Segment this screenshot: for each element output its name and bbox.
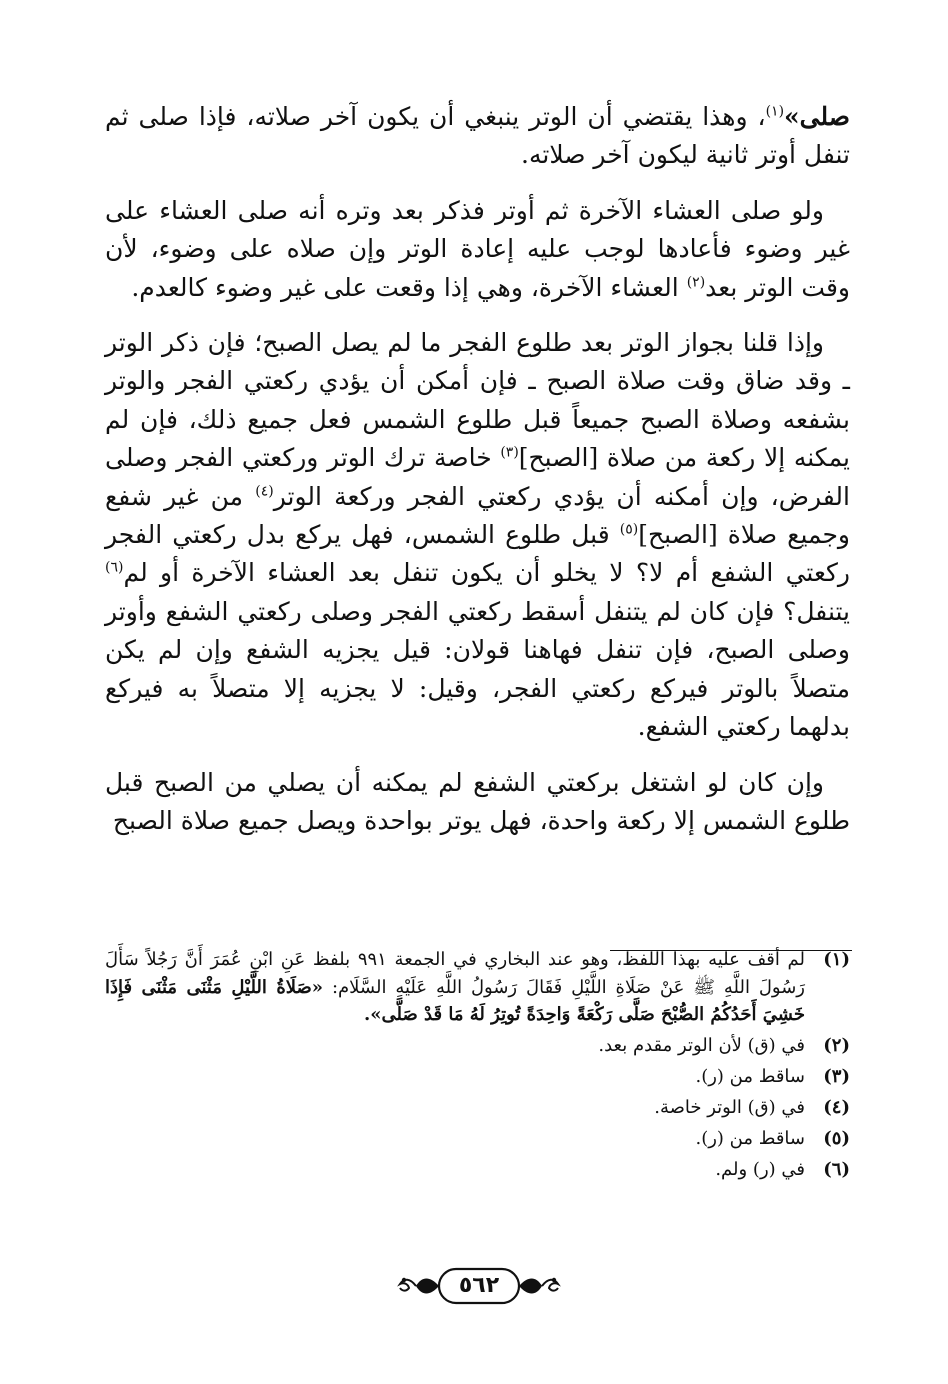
page-number-ornament <box>394 1264 564 1308</box>
paragraph-3-text-b: خاصة ترك الوتر وركعتي الفجر وصلى الفرض، وإن أمكنه أن يؤدي ركعتي الفجر وركعة الوتر <box>105 443 850 511</box>
paragraph-3-text-c: من غير شفع وجميع صلاة [الصبح] <box>105 481 851 550</box>
paragraph-3 <box>105 324 850 746</box>
main-text <box>105 98 850 857</box>
footnote-ref-1: (١) <box>765 103 785 120</box>
footnote-ref-2: (٢) <box>686 274 706 291</box>
paragraph-2-text-b: العشاء الآخرة، وهي إذا وقعت على غير وضوء كالعدم. <box>131 272 687 302</box>
footnote-1 <box>105 946 850 1029</box>
footnote-text <box>105 946 805 1029</box>
footnote-number: (٤) <box>823 1097 850 1119</box>
footnote-number: (٥) <box>823 1128 850 1150</box>
footnote-ref-5: (٥) <box>619 521 639 538</box>
paragraph-3-text-a: وإذا قلنا بجواز الوتر بعد طلوع الفجر ما لم يصل الصبح؛ فإن ذكر الوتر ـ وقد ضاق وقت صلاة الصبح ـ فإن أمكن أن يؤدي ركعتي الفجر والوتر بشفعه وصلاة الصبح جميعاً قبل طلوع الشمس فعل جميع ذلك، فإن لم يمكنه إلا ركعة من صلاة [الصبح] <box>105 328 850 473</box>
paragraph-3-text-e: يتنفل؟ فإن كان لم يتنفل أسقط ركعتي الفجر وصلى ركعتي الشفع وأوتر وصلى الصبح، فإن تنفل فهاهنا قولان: قيل يجزيه الشفع وإن لم يكن متصلاً بالوتر فيركع ركعتي الفجر، وقيل: لا يجزيه إلا متصلاً به فيركع بدلهما ركعتي الشفع. <box>105 596 850 742</box>
footnote-text: ساقط من (ر). <box>695 1128 805 1150</box>
paragraph-2 <box>105 192 850 307</box>
footnote-text: في (ر) ولم. <box>715 1159 805 1181</box>
footnote-3 <box>105 1063 850 1091</box>
footnote-5 <box>105 1125 850 1153</box>
footnote-4 <box>105 1094 850 1122</box>
paragraph-1 <box>105 98 850 175</box>
footnote-text: ساقط من (ر). <box>695 1066 805 1088</box>
footnote-1-text-a: لم أقف عليه بهذا اللفظ، وهو عند البخاري في الجمعة ٩٩١ بلفظ عَنِ ابْنِ عُمَرَ أَنَّ رَجُلاً سَأَلَ رَسُولَ اللَّهِ ﷺ عَنْ صَلَاةِ اللَّيْلِ فَقَالَ رَسُولُ اللَّهِ عَلَيْهِ السَّلَام: <box>105 949 805 998</box>
footnote-ref-4: (٤) <box>255 483 274 500</box>
quote-end: صلى» <box>784 102 850 131</box>
paragraph-4 <box>105 764 850 841</box>
footnote-text: في (ق) الوتر خاصة. <box>654 1097 805 1119</box>
footnote-number: (٦) <box>823 1159 850 1181</box>
footnote-number: (٢) <box>823 1035 850 1057</box>
paragraph-3-text-d: قبل طلوع الشمس، فهل يركع بدل ركعتي الفجر ركعتي الشفع أم لا؟ لا يخلو أن يكون تنفل بعد العشاء الآخرة أو لم <box>105 520 850 588</box>
paragraph-4-text: وإن كان لو اشتغل بركعتي الشفع لم يمكنه أن يصلي من الصبح قبل طلوع الشمس إلا ركعة واحدة، فهل يوتر بواحدة ويصل جميع صلاة الصبح <box>105 767 850 835</box>
footnote-2 <box>105 1032 850 1060</box>
footnote-6 <box>105 1156 850 1184</box>
footnote-number: (١) <box>823 949 850 970</box>
footnote-text: في (ق) لأن الوتر مقدم بعد. <box>598 1035 805 1057</box>
footnote-number: (٣) <box>823 1066 850 1088</box>
paragraph-1-text: ، وهذا يقتضي أن الوتر ينبغي أن يكون آخر صلاته، فإذا صلى ثم تنفل أوتر ثانية ليكون آخر صلاته. <box>105 102 850 170</box>
hadith-quote: «صَلَاةُ اللَّيْلِ مَثْنَى مَثْنَى فَإِذَا خَشِيَ أَحَدُكُمُ الصُّبْحَ صَلَّى رَكْعَةً وَاحِدَةً تُوتِرُ لَهُ مَا قَدْ صَلَّى». <box>105 976 805 1025</box>
paragraph-2-text-a: ولو صلى العشاء الآخرة ثم أوتر فذكر بعد وتره أنه صلى العشاء على غير وضوء فأعادها لوجب عليه إعادة الوتر وإن صلاه على وضوء، لأن وقت الوتر بعد <box>105 195 850 302</box>
page-number: ٥٦٢ <box>458 1273 500 1298</box>
footnotes <box>105 946 850 1184</box>
footnote-ref-3: (٣) <box>500 444 519 461</box>
footnote-ref-6: (٦) <box>105 560 124 577</box>
